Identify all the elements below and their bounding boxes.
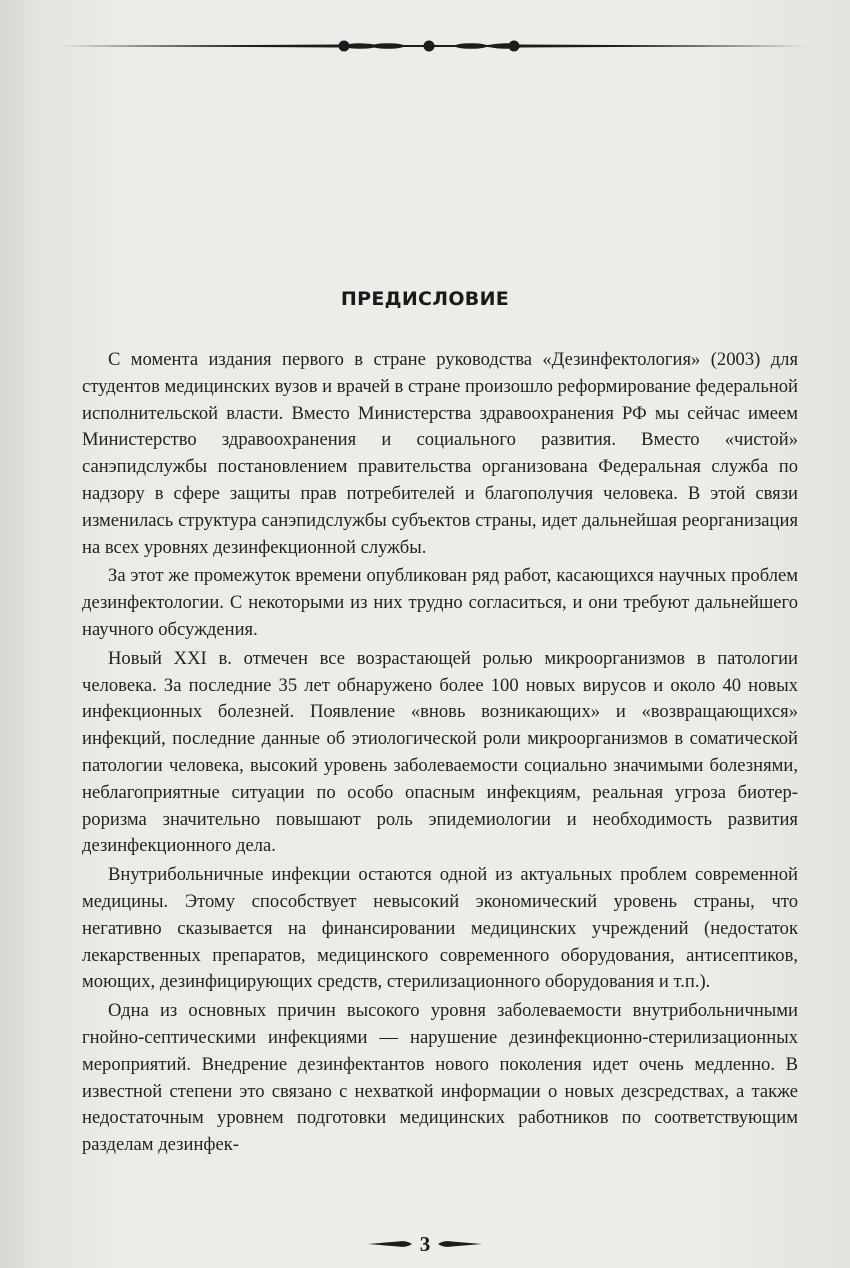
page-number: 3 <box>419 1231 431 1256</box>
page-footer <box>0 1232 850 1256</box>
paragraph: Новый XXI в. отмечен все возрастающей ролью микроорганизмов в патологии человека. За последние 35 лет обнаружено более 100 новых вирусов и около 40 новых инфекционных болезней. Появление «вновь возникающих» и «возвращающихся» инфекций, последние данные об этиологической роли микроорганизмов в соматической патологии человека, высокий уровень заболеваемости социально значимыми болезнями, неблагоприятные ситуации по особо опасным инфекциям, реальная угроза биотерроризма значительно повышают роль эпидемиологии и необходимость развития дезинфекционного дела. <box>82 647 798 857</box>
chapter-title: ПРЕДИСЛОВИЕ <box>340 287 510 310</box>
paragraph: Одна из основных причин высокого уровня заболеваемости внутрибольничными гнойно-септическими инфекциями — нарушение дезинфекционно-стерилизационных мероприятий. Внедрение дезинфектантов нового поколения идет очень медленно. В известной степени это связано с нехваткой информации о новых дезсредствах, а также недостаточным уровнем подготовки медицинских работников по соответствующим разделам дезинфек- <box>82 1000 798 1156</box>
left-dash-ornament-icon <box>368 1238 412 1250</box>
paragraph: Внутрибольничные инфекции остаются одной из актуальных проблем современной медицины. Этому способствует невысокий экономический уровень страны, что негативно сказывается на финансировании медицинских учреждений (недостаток лекарственных препаратов, медицинского современного оборудования, антисептиков, моющих, дезинфицирующих средств, стерилизационного оборудования и т.п.). <box>82 864 798 993</box>
ornamental-rule-icon <box>58 36 808 56</box>
paragraph: С момента издания первого в стране руководства «Дезинфектология» (2003) для студентов медицинских вузов и врачей в стране произошло реформирование федеральной исполнительской власти. Вместо Министерства здравоохранения РФ мы сейчас имеем Министерство здравоохранения и социального развития. Вместо «чистой» санэпидслужбы постановлением правительства организована Федеральная служба по надзору в сфере защиты прав потребителей и благополучия человека. В этой связи изменилась структура санэпидслужбы субъектов страны, идет дальнейшая реорганизация на всех уровнях дезинфекционной службы. <box>82 349 799 558</box>
body-text <box>82 347 798 1161</box>
paragraph: За этот же промежуток времени опубликован ряд работ, касающихся научных проблем дезинфектологии. С некоторыми из них трудно согласиться, и они требуют дальнейшего научного обсуждения. <box>82 565 798 640</box>
right-dash-ornament-icon <box>438 1238 482 1250</box>
